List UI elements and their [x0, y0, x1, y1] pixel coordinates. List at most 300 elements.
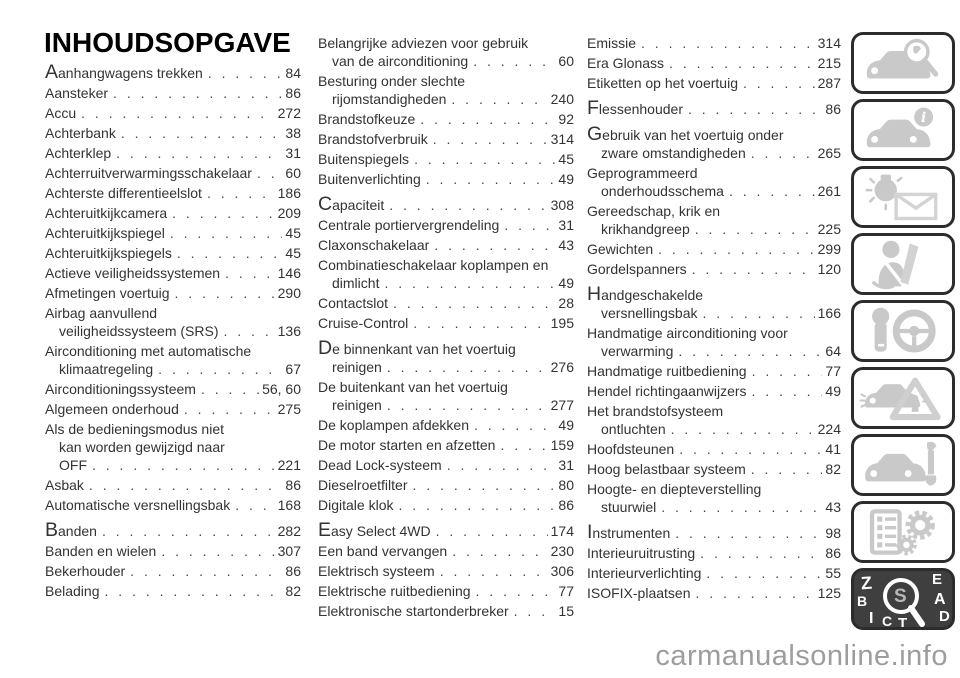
dot-leader [514, 602, 556, 620]
dot-leader [113, 84, 282, 102]
entry-label: Geprogrammeerd [587, 165, 698, 181]
index-entry [45, 476, 301, 494]
dot-leader [175, 284, 275, 302]
page-number: 49 [558, 171, 574, 187]
index-letter: E [932, 571, 943, 588]
key-steering-wheel-icon [851, 300, 955, 362]
entry-label: Claxonschakelaar [318, 237, 430, 253]
car-magnifier-icon [851, 32, 955, 94]
page-number: 82 [825, 461, 841, 477]
dot-leader [389, 196, 547, 214]
index-entry [45, 542, 301, 560]
entry-label: krikhandgreep [601, 221, 690, 237]
index-entry [587, 324, 841, 360]
page-number: 31 [285, 145, 301, 161]
page-number: 209 [277, 205, 301, 221]
entry-label: Afmetingen voertuig [45, 285, 170, 301]
page-number: 225 [817, 221, 841, 237]
page-number: 314 [817, 35, 841, 51]
index-entry [587, 584, 841, 602]
index-letter: I [869, 610, 874, 627]
page-number: 195 [550, 315, 574, 331]
page-number: 146 [277, 265, 301, 281]
page-number: 282 [277, 523, 301, 539]
dot-leader [675, 524, 822, 542]
entry-label: zware omstandigheden [601, 145, 746, 161]
dot-leader [170, 224, 283, 242]
index-entry [318, 130, 574, 148]
index-entry [587, 564, 841, 582]
entry-label: Hoofdsteunen [587, 441, 675, 457]
page-number: 98 [825, 525, 841, 541]
entry-label: Elektronische startonderbreker [318, 603, 509, 619]
entry-label: Automatische versnellingsbak [45, 497, 231, 513]
entry-label: veiligheidssysteem (SRS) [59, 323, 219, 339]
entry-label: Brandstofverbruik [318, 131, 428, 147]
dot-leader [420, 110, 555, 128]
page-number: 275 [277, 401, 301, 417]
entry-label: van de airconditioning [332, 53, 469, 69]
index-entry [45, 144, 301, 162]
entry-label: Actieve veiligheidssystemen [45, 265, 221, 281]
dot-leader [426, 170, 556, 188]
index-entry [587, 34, 841, 52]
index-entry [318, 150, 574, 168]
index-entry [45, 420, 301, 474]
index-entry [587, 240, 841, 258]
entry-label: Handmatige ruitbediening [587, 363, 747, 379]
page-number: 86 [285, 85, 301, 101]
index-entry [45, 204, 301, 222]
entry-label: Handgeschakelde [587, 283, 704, 305]
seatbelt-person-icon [851, 233, 955, 295]
page-title: INHOUDSOPGAVE [44, 27, 291, 58]
index-entry [318, 256, 574, 292]
index-entry [587, 99, 841, 118]
entry-label: De koplampen afdekken [318, 417, 469, 433]
index-center-letter: S [894, 586, 907, 607]
entry-label: Het brandstofsysteem [587, 403, 724, 419]
index-letter: T [898, 615, 908, 630]
page-number: 43 [825, 499, 841, 515]
index-letter: C [882, 613, 893, 629]
dot-leader [700, 544, 822, 562]
dot-leader [89, 476, 283, 494]
page-number: 230 [550, 543, 574, 559]
dot-leader [172, 204, 274, 222]
index-entry [45, 244, 301, 262]
index-entry [318, 416, 574, 434]
dot-leader [102, 522, 275, 540]
index-entry [318, 216, 574, 234]
entry-label: Cruise-Control [318, 315, 409, 331]
entry-label: Asbak [45, 477, 84, 493]
page-number: 159 [550, 437, 574, 453]
index-entry [45, 104, 301, 122]
page-number: 67 [285, 361, 301, 377]
dot-leader [447, 456, 556, 474]
entry-label: Een band vervangen [318, 543, 448, 559]
index-entry [45, 224, 301, 242]
index-entry [587, 382, 841, 400]
section-capital-letter: H [587, 283, 602, 305]
index-entry [587, 125, 841, 162]
entry-label: Belangrijke adviezen voor gebruik [318, 35, 529, 51]
entry-label: Airconditioning met automatische [45, 343, 252, 359]
index-letter: Z [860, 572, 873, 594]
dot-leader [413, 314, 547, 332]
page-number: 38 [285, 125, 301, 141]
page-number: 290 [277, 285, 301, 301]
dot-leader [92, 456, 275, 474]
entry-label: Bekerhouder [45, 563, 126, 579]
page-number: 299 [817, 241, 841, 257]
entry-label: reinigen [332, 359, 382, 375]
page-number: 136 [277, 323, 301, 339]
entry-label: Achteruitkijkcamera [45, 205, 168, 221]
index-entry [587, 260, 841, 278]
section-capital-letter: F [587, 97, 599, 119]
page-number: 49 [558, 417, 574, 433]
index-letter: D [939, 608, 950, 625]
dot-leader [473, 52, 555, 70]
dot-leader [679, 440, 822, 458]
page-number: 92 [558, 111, 574, 127]
page-number: 224 [817, 421, 841, 437]
index-entry [318, 339, 574, 376]
entry-label: Interieurverlichting [587, 565, 702, 581]
entry-label: Algemeen onderhoud [45, 401, 179, 417]
entry-label: Gewichten [587, 241, 654, 257]
entry-label: Buitenspiegels [318, 151, 410, 167]
index-entry [45, 342, 301, 378]
entry-label: Dead Lock-systeem [318, 457, 442, 473]
page-number: 186 [277, 185, 301, 201]
index-entry [587, 480, 841, 516]
watermark: carmanualsonline.info [655, 640, 948, 672]
index-letter: B [857, 593, 868, 609]
index-entry [587, 202, 841, 238]
entry-label: Achteruitkijkspiegels [45, 245, 172, 261]
dot-leader [116, 144, 282, 162]
dot-leader [452, 542, 547, 560]
index-entry [45, 400, 301, 418]
entry-label: Achterruitverwarmingsschakelaar [45, 165, 252, 181]
dot-leader [158, 360, 282, 378]
page-number: 80 [558, 477, 574, 493]
entry-label: Als de bedieningsmodus niet [45, 421, 225, 437]
index-entry [587, 74, 841, 92]
entry-label: Aansteker [45, 85, 109, 101]
index-column-1 [44, 27, 301, 602]
index-entry [45, 562, 301, 580]
index-entry [45, 304, 301, 340]
index-entry [45, 284, 301, 302]
index-entry [587, 362, 841, 380]
index-entry [318, 496, 574, 514]
entry-label: Combinatieschakelaar koplampen en [318, 257, 549, 273]
entry-label: Elektrische ruitbediening [318, 583, 471, 599]
page-number: 86 [558, 497, 574, 513]
index-entry [318, 195, 574, 214]
entry-label: Besturing onder slechte [318, 73, 466, 89]
entry-label: ISOFIX-plaatsen [587, 585, 691, 601]
entry-label: Dieselroetfilter [318, 477, 408, 493]
section-capital-letter: B [45, 519, 59, 541]
index-entry [318, 542, 574, 560]
dot-leader [729, 182, 815, 200]
index-entry [587, 544, 841, 562]
checklist-gears-icon [851, 501, 955, 563]
dot-leader [398, 496, 555, 514]
dot-leader [751, 460, 823, 478]
dot-leader [440, 562, 548, 580]
index-entry [45, 264, 301, 282]
entry-label: OFF [59, 457, 87, 473]
dot-leader [235, 496, 274, 514]
page-number: 306 [550, 563, 574, 579]
dot-leader [201, 380, 259, 398]
page-number: 125 [817, 585, 841, 601]
index-entry [45, 380, 301, 398]
entry-label: Etiketten op het voertuig [587, 75, 738, 91]
dot-leader [384, 274, 555, 292]
dot-leader [161, 542, 274, 560]
dot-leader [451, 90, 547, 108]
entry-label: Achterbank [45, 125, 116, 141]
section-capital-letter: I [587, 521, 593, 543]
index-entry [587, 285, 841, 322]
index-entry [318, 72, 574, 108]
page-number: 41 [825, 441, 841, 457]
entry-label: Contactslot [318, 295, 389, 311]
dot-leader [412, 476, 555, 494]
dot-leader [393, 294, 555, 312]
index-entries [318, 34, 574, 620]
page-number: 261 [817, 183, 841, 199]
index-entry [45, 521, 301, 540]
page-number: 215 [817, 55, 841, 71]
index-entry [318, 456, 574, 474]
dot-leader [752, 362, 823, 380]
dot-leader [224, 322, 275, 340]
dot-leader [476, 582, 556, 600]
page-number: 49 [825, 383, 841, 399]
dot-leader [105, 582, 283, 600]
entry-label: Instrumenten [587, 521, 671, 543]
section-capital-letter: A [45, 61, 59, 83]
page-number: 28 [558, 295, 574, 311]
index-letter: A [934, 591, 946, 608]
entry-label: Flessenhouder [587, 97, 683, 119]
page-number: 277 [550, 397, 574, 413]
dot-leader [504, 216, 555, 234]
page-number: 86 [285, 477, 301, 493]
index-column-3 [587, 31, 841, 604]
dot-leader [257, 164, 282, 182]
page-number: 84 [285, 65, 301, 81]
page-number: 168 [277, 497, 301, 513]
dot-leader [474, 416, 555, 434]
page-number: 240 [550, 91, 574, 107]
entry-label: Gereedschap, krik en [587, 203, 721, 219]
entry-label: Airbag aanvullend [45, 305, 158, 321]
index-entry [45, 582, 301, 600]
alphabet-index-icon [851, 568, 955, 630]
page-number: 86 [825, 101, 841, 117]
index-entry [318, 236, 574, 254]
entry-label: Digitale klok [318, 497, 394, 513]
index-entry [318, 436, 574, 454]
page-number: 287 [817, 75, 841, 91]
page-number: 56, 60 [262, 381, 301, 397]
page-number: 43 [558, 237, 574, 253]
section-capital-letter: E [318, 519, 332, 541]
entry-label: dimlicht [332, 275, 380, 291]
index-entry [45, 124, 301, 142]
page-number: 77 [825, 363, 841, 379]
entry-label: onderhoudsschema [601, 183, 724, 199]
chapter-icon-rail [851, 32, 955, 630]
entry-label: kan worden gewijzigd naar [59, 439, 225, 455]
index-entry [45, 184, 301, 202]
page-number: 82 [285, 583, 301, 599]
index-entry [45, 164, 301, 182]
index-entry [45, 84, 301, 102]
page-number: 45 [558, 151, 574, 167]
dot-leader [414, 150, 555, 168]
dot-leader [436, 522, 548, 540]
entry-label: Hoog belastbaar systeem [587, 461, 746, 477]
index-entry [587, 523, 841, 542]
dot-leader [121, 124, 283, 142]
dot-leader [500, 436, 547, 454]
entry-label: Aanhangwagens trekken [45, 61, 203, 83]
section-capital-letter: G [587, 123, 603, 145]
page-number: 86 [285, 563, 301, 579]
dot-leader [669, 54, 815, 72]
page-number: 265 [817, 145, 841, 161]
entry-label: Emissie [587, 35, 637, 51]
page-number: 49 [558, 275, 574, 291]
dot-leader [751, 144, 815, 162]
entry-label: stuurwiel [601, 499, 657, 515]
car-wrench-icon [851, 434, 955, 496]
dot-leader [703, 304, 815, 322]
dot-leader [433, 130, 548, 148]
index-entry [318, 34, 574, 70]
page-number: 86 [825, 545, 841, 561]
page-number: 272 [277, 105, 301, 121]
index-entry [318, 314, 574, 332]
breakdown-triangle-icon [851, 367, 955, 429]
dot-leader [688, 100, 822, 118]
entry-label: klimaatregeling [59, 361, 154, 377]
entry-label: De buitenkant van het voertuig [318, 379, 508, 395]
page-number: 45 [285, 225, 301, 241]
page-number: 31 [558, 457, 574, 473]
entry-label: versnellingsbak [601, 305, 698, 321]
dot-leader [387, 358, 548, 376]
index-entry [318, 294, 574, 312]
entry-label: Buitenverlichting [318, 171, 421, 187]
car-info-icon [851, 99, 955, 161]
page-number: 166 [817, 305, 841, 321]
entry-label: ontluchten [601, 421, 666, 437]
entry-label: Hendel richtingaanwijzers [587, 383, 747, 399]
dot-leader [81, 104, 275, 122]
entry-label: Capaciteit [318, 193, 385, 215]
page-number: 64 [825, 343, 841, 359]
entry-label: Gordelspanners [587, 261, 687, 277]
index-entry [318, 170, 574, 188]
page-number: 308 [550, 197, 574, 213]
entry-label: Brandstofkeuze [318, 111, 416, 127]
dot-leader [434, 236, 555, 254]
svg-text:i: i [921, 110, 927, 127]
section-capital-letter: C [318, 193, 333, 215]
dot-leader [695, 220, 815, 238]
index-entry [318, 582, 574, 600]
page-number: 174 [550, 523, 574, 539]
index-entry [587, 460, 841, 478]
section-capital-letter: D [318, 337, 333, 359]
dot-leader [706, 564, 822, 582]
page-number: 60 [558, 53, 574, 69]
page-number: 314 [550, 131, 574, 147]
page-number: 45 [285, 245, 301, 261]
entry-label: Achterste differentieelslot [45, 185, 202, 201]
page-number: 31 [558, 217, 574, 233]
dot-leader [743, 74, 815, 92]
dot-leader [658, 240, 814, 258]
index-entry [587, 440, 841, 458]
dot-leader [387, 396, 548, 414]
entry-label: reinigen [332, 397, 382, 413]
index-entry [318, 521, 574, 540]
entry-label: De binnenkant van het voertuig [318, 337, 516, 359]
entry-label: Banden en wielen [45, 543, 157, 559]
index-entry [587, 164, 841, 200]
index-entry [587, 54, 841, 72]
dot-leader [641, 34, 815, 52]
entry-label: rijomstandigheden [332, 91, 447, 107]
entry-label: Airconditioningssysteem [45, 381, 196, 397]
entry-label: Gebruik van het voertuig onder [587, 123, 784, 145]
page-number: 60 [285, 165, 301, 181]
dot-leader [177, 244, 283, 262]
entry-label: Handmatige airconditioning voor [587, 325, 788, 341]
warning-lamp-mail-icon [851, 166, 955, 228]
entry-label: Centrale portiervergrendeling [318, 217, 500, 233]
index-entry [45, 496, 301, 514]
index-entry [587, 402, 841, 438]
dot-leader [130, 562, 282, 580]
page-number: 77 [558, 583, 574, 599]
entry-label: Banden [45, 519, 97, 541]
dot-leader [752, 382, 823, 400]
dot-leader [207, 184, 275, 202]
dot-leader [661, 498, 822, 516]
entry-label: Achterklep [45, 145, 112, 161]
page-number: 55 [825, 565, 841, 581]
index-entries [45, 63, 301, 600]
page-number: 120 [817, 261, 841, 277]
entry-label: Belading [45, 583, 100, 599]
entry-label: De motor starten en afzetten [318, 437, 496, 453]
index-entry [318, 602, 574, 620]
dot-leader [671, 420, 815, 438]
